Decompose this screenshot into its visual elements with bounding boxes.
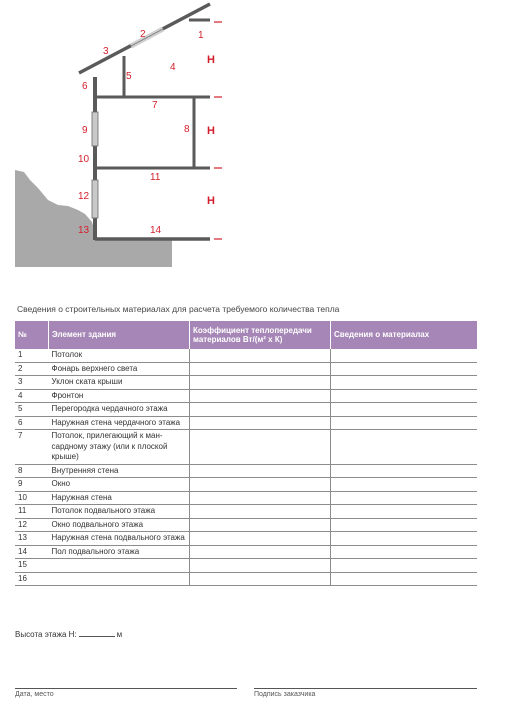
row-materials-cell[interactable] xyxy=(331,532,478,546)
row-materials-cell[interactable] xyxy=(331,416,478,430)
row-element: Окно xyxy=(49,478,190,492)
row-coefficient-cell[interactable] xyxy=(190,349,331,362)
row-number: 8 xyxy=(15,464,49,478)
date-place-label: Дата, место xyxy=(15,691,54,698)
row-coefficient-cell[interactable] xyxy=(190,389,331,403)
row-element: Внутренняя стена xyxy=(49,464,190,478)
materials-table xyxy=(15,321,477,586)
table-row xyxy=(15,478,477,492)
row-number: 12 xyxy=(15,518,49,532)
row-element: Потолок подвального этажа xyxy=(49,505,190,519)
row-materials-cell[interactable] xyxy=(331,491,478,505)
row-materials-cell[interactable] xyxy=(331,362,478,376)
row-number: 14 xyxy=(15,545,49,559)
row-coefficient-cell[interactable] xyxy=(190,491,331,505)
header-number: № xyxy=(15,321,49,349)
table-row xyxy=(15,349,477,362)
table-row xyxy=(15,389,477,403)
row-coefficient-cell[interactable] xyxy=(190,403,331,417)
row-materials-cell[interactable] xyxy=(331,505,478,519)
row-number: 1 xyxy=(15,349,49,362)
table-row xyxy=(15,532,477,546)
row-number: 3 xyxy=(15,376,49,390)
customer-signature-label: Подпись заказчика xyxy=(254,691,316,698)
floor-height-input[interactable] xyxy=(79,628,115,637)
row-coefficient-cell[interactable] xyxy=(190,362,331,376)
window-floor xyxy=(92,112,98,146)
header-element: Элемент здания xyxy=(49,321,190,349)
row-number: 7 xyxy=(15,430,49,465)
table-row xyxy=(15,491,477,505)
row-element: Пол подвального этажа xyxy=(49,545,190,559)
row-element xyxy=(49,559,190,573)
row-number: 4 xyxy=(15,389,49,403)
row-coefficient-cell[interactable] xyxy=(190,505,331,519)
element-number: 9 xyxy=(82,125,88,136)
row-number: 11 xyxy=(15,505,49,519)
element-number: 5 xyxy=(126,71,132,82)
row-element: Уклон ската крыши xyxy=(49,376,190,390)
height-label-basement: H xyxy=(207,195,215,207)
height-label-attic: H xyxy=(207,54,215,66)
height-ticks xyxy=(214,22,222,239)
customer-signature-line[interactable] xyxy=(254,688,477,689)
row-coefficient-cell[interactable] xyxy=(190,559,331,573)
row-element: Фронтон xyxy=(49,389,190,403)
date-place-line[interactable] xyxy=(15,688,237,689)
table-row xyxy=(15,572,477,586)
row-element: Фонарь верхнего света xyxy=(49,362,190,376)
table-row xyxy=(15,362,477,376)
row-coefficient-cell[interactable] xyxy=(190,416,331,430)
row-coefficient-cell[interactable] xyxy=(190,532,331,546)
row-number: 9 xyxy=(15,478,49,492)
table-row xyxy=(15,430,477,465)
element-number: 8 xyxy=(184,124,190,135)
row-materials-cell[interactable] xyxy=(331,464,478,478)
element-number: 10 xyxy=(78,154,90,165)
row-materials-cell[interactable] xyxy=(331,518,478,532)
height-label-floor: H xyxy=(207,125,215,137)
row-number: 16 xyxy=(15,572,49,586)
row-element: Окно подвального этажа xyxy=(49,518,190,532)
row-coefficient-cell[interactable] xyxy=(190,545,331,559)
row-number: 13 xyxy=(15,532,49,546)
table-row xyxy=(15,559,477,573)
row-coefficient-cell[interactable] xyxy=(190,572,331,586)
row-materials-cell[interactable] xyxy=(331,430,478,465)
row-number: 15 xyxy=(15,559,49,573)
row-materials-cell[interactable] xyxy=(331,376,478,390)
building-section-diagram xyxy=(0,0,517,280)
table-row xyxy=(15,518,477,532)
row-materials-cell[interactable] xyxy=(331,559,478,573)
floor-height-label: Высота этажа H: xyxy=(15,630,77,639)
table-row xyxy=(15,376,477,390)
table-row xyxy=(15,403,477,417)
row-element: Наружная стена подвального этажа xyxy=(49,532,190,546)
row-number: 2 xyxy=(15,362,49,376)
row-coefficient-cell[interactable] xyxy=(190,376,331,390)
element-number: 12 xyxy=(78,191,90,202)
row-materials-cell[interactable] xyxy=(331,403,478,417)
table-row xyxy=(15,416,477,430)
row-materials-cell[interactable] xyxy=(331,389,478,403)
row-coefficient-cell[interactable] xyxy=(190,518,331,532)
row-element: Потолок xyxy=(49,349,190,362)
row-materials-cell[interactable] xyxy=(331,572,478,586)
header-coefficient: Коэффициент теплопередачи материалов Вт/(м² х К) xyxy=(190,321,331,349)
table-row xyxy=(15,545,477,559)
row-materials-cell[interactable] xyxy=(331,478,478,492)
row-element: Потолок, прилегающий к ман- сардному этажу (или к плоской крыше) xyxy=(49,430,190,465)
element-number: 11 xyxy=(150,172,161,183)
row-coefficient-cell[interactable] xyxy=(190,430,331,465)
row-number: 6 xyxy=(15,416,49,430)
table-row xyxy=(15,505,477,519)
row-element: Наружная стена xyxy=(49,491,190,505)
row-element xyxy=(49,572,190,586)
header-materials: Сведения о материалах xyxy=(331,321,478,349)
element-number: 14 xyxy=(150,225,162,236)
row-materials-cell[interactable] xyxy=(331,349,478,362)
row-coefficient-cell[interactable] xyxy=(190,478,331,492)
table-row xyxy=(15,464,477,478)
element-number: 1 xyxy=(198,30,204,41)
row-number: 10 xyxy=(15,491,49,505)
element-number: 7 xyxy=(152,100,158,111)
element-number: 2 xyxy=(140,29,146,40)
row-coefficient-cell[interactable] xyxy=(190,464,331,478)
floor-height-field xyxy=(15,628,122,639)
window-basement xyxy=(92,180,98,218)
element-number: 4 xyxy=(170,62,176,73)
element-number: 3 xyxy=(103,46,109,57)
element-number: 13 xyxy=(78,225,90,236)
floor-height-unit: м xyxy=(116,630,123,639)
row-element: Наружная стена чердачного этажа xyxy=(49,416,190,430)
element-number: 6 xyxy=(82,81,88,92)
row-number: 5 xyxy=(15,403,49,417)
row-element: Перегородка чердачного этажа xyxy=(49,403,190,417)
row-materials-cell[interactable] xyxy=(331,545,478,559)
table-caption: Сведения о строительных материалах для расчета требуемого количества тепла xyxy=(17,304,340,314)
table-header-row xyxy=(15,321,477,349)
